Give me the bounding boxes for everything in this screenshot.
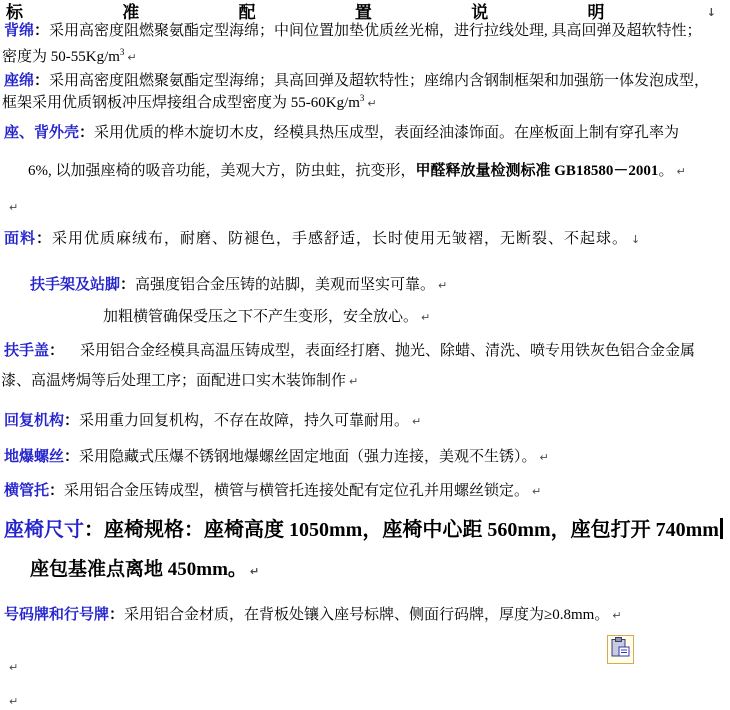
linebreak-mark: ↓ (631, 233, 642, 246)
pilcrow-mark: ↵ (612, 609, 622, 622)
body-text: 采用隐藏式压爆不锈钢地爆螺丝固定地面（强力连接，美观不生锈）。 (79, 449, 537, 465)
document-title (6, 3, 716, 22)
body-text: 采用重力回复机构，不存在故障，持久可靠耐用。 (79, 413, 410, 429)
section-seat-dimensions-line2 (30, 560, 259, 581)
body-text: 高强度铝合金压铸的站脚，美观而坚实可靠。 (135, 277, 436, 293)
section-shell-line2 (28, 162, 686, 181)
spec-label: 座椅规格： (104, 519, 204, 541)
section-label: 面料 (4, 231, 37, 247)
superscript: 3 (119, 47, 125, 57)
body-text: 采用优质的桦木旋切木皮，经模具热压成型，表面经油漆饰面。在座板面上制有穿孔率为 (94, 125, 680, 141)
section-anchor-bolt: 地爆螺丝：采用隐藏式压爆不锈钢地爆螺丝固定地面（强力连接，美观不生锈）。 ↵ (4, 449, 549, 465)
section-armrest-frame-line2 (103, 308, 430, 327)
section-label: 扶手盖 (4, 343, 50, 359)
body-text: 漆、高温烤焗等后处理工序；面配进口实木装饰制作 (1, 373, 347, 389)
title-char: 明 (587, 3, 605, 22)
section-label: 座、背外壳 (4, 125, 80, 141)
pilcrow-mark: ↵ (9, 201, 19, 214)
body-text: 采用优质麻绒布，耐磨、防褪色，手感舒适，长时使用无皱褶，无断裂、不起球。 (52, 231, 629, 247)
body-text: 采用高密度阻燃聚氨酯定型海绵；中间位置加垫优质丝光棉，进行拉线处理, 具高回弹及超软特性； (49, 23, 702, 39)
pilcrow-mark: ↵ (367, 97, 377, 110)
section-label: 座绵 (4, 73, 35, 89)
section-armrest-frame-line1: 扶手架及站脚：高强度铝合金压铸的站脚，美观而坚实可靠。 ↵ (30, 277, 448, 293)
section-label: 横管托 (4, 483, 50, 499)
text-cursor (720, 518, 723, 539)
body-text: 采用铝合金材质，在背板处镶入座号标牌、侧面行码牌，厚度为≥0.8mm。 (124, 607, 610, 623)
standard-reference: 甲醛释放量检测标准 GB18580－2001 (415, 163, 659, 179)
section-label: 地爆螺丝 (4, 449, 65, 465)
pilcrow-mark: ↵ (532, 485, 542, 498)
section-label: 背绵 (4, 23, 35, 39)
section-fabric: 面料：采用优质麻绒布，耐磨、防褪色，手感舒适，长时使用无皱褶，无断裂、不起球。 ↓ (4, 231, 642, 247)
superscript: 3 (359, 93, 365, 103)
section-seat-dimensions-line1: 座椅尺寸：座椅规格：座椅高度 1050mm，座椅中心距 560mm，座包打开 740mm (4, 518, 723, 540)
body-text: 采用铝合金压铸成型，横管与横管托连接处配有定位孔并用螺丝锁定。 (64, 483, 530, 499)
section-number-plates: 号码牌和行号牌：采用铝合金材质，在背板处镶入座号标牌、侧面行码牌，厚度为≥0.8mm。 ↵ (4, 607, 622, 623)
section-label: 扶手架及站脚 (30, 277, 121, 293)
title-char: 说 (471, 3, 489, 22)
body-text: 采用高密度阻燃聚氨酯定型海绵；具高回弹及超软特性；座绵内含钢制框架和加强筋一体发泡成型， (49, 73, 710, 89)
pilcrow-mark: ↵ (9, 695, 19, 708)
section-label: 回复机构 (4, 413, 65, 429)
pilcrow-mark: ↵ (438, 279, 448, 292)
section-armrest-cover-line2 (1, 372, 358, 391)
pilcrow-mark: ↵ (9, 661, 19, 674)
section-label: 座椅尺寸 (4, 519, 84, 541)
pilcrow-mark: ↵ (412, 415, 422, 428)
pilcrow-mark: ↵ (249, 565, 260, 578)
linebreak-mark: ↓ (706, 6, 716, 19)
title-char: 配 (238, 3, 256, 22)
empty-paragraph (6, 692, 18, 710)
body-text: 采用铝合金经模具高温压铸成型，表面经打磨、抛光、除蜡、清洗、喷专用铁灰色铝合金金属 (80, 343, 696, 359)
title-char: 准 (122, 3, 140, 22)
title-char: 置 (354, 3, 372, 22)
section-shell-line1: 座、背外壳：采用优质的桦木旋切木皮，经模具热压成型，表面经油漆饰面。在座板面上制有穿孔率为 (4, 125, 680, 141)
body-text: 密度为 50-55Kg/m (2, 49, 120, 65)
body-text: 。 (658, 163, 674, 179)
section-back-foam-line2 (2, 48, 137, 67)
paste-options-button[interactable] (607, 635, 634, 664)
dimensions-text: 座包基准点离地 450mm。 (30, 559, 247, 580)
dimensions-text: 座椅高度 1050mm，座椅中心距 560mm，座包打开 740mm (204, 519, 719, 541)
empty-paragraph (6, 658, 18, 677)
section-seat-foam-line2 (2, 94, 377, 113)
section-armrest-cover-line1: 扶手盖： 采用铝合金经模具高温压铸成型，表面经打磨、抛光、除蜡、清洗、喷专用铁灰色铝合金金属 (4, 343, 696, 359)
pilcrow-mark: ↵ (676, 165, 686, 178)
title-char: 标 (6, 3, 23, 22)
section-crossbar-bracket: 横管托：采用铝合金压铸成型，横管与横管托连接处配有定位孔并用螺丝锁定。 ↵ (4, 483, 542, 499)
empty-paragraph (6, 198, 18, 217)
pilcrow-mark: ↵ (421, 311, 431, 324)
section-seat-foam-line1: 座绵：采用高密度阻燃聚氨酯定型海绵；具高回弹及超软特性；座绵内含钢制框架和加强筋一体发泡成型， (4, 73, 710, 89)
pilcrow-mark: ↵ (539, 451, 549, 464)
section-back-foam-line1: 背绵：采用高密度阻燃聚氨酯定型海绵；中间位置加垫优质丝光棉，进行拉线处理, 具高回弹及超软特性； (4, 23, 702, 39)
section-label: 号码牌和行号牌 (4, 607, 110, 623)
section-return-mechanism: 回复机构：采用重力回复机构，不存在故障，持久可靠耐用。 ↵ (4, 413, 422, 429)
paste-options-clipboard-icon (611, 637, 630, 663)
body-text: 框架采用优质钢板冲压焊接组合成型密度为 55-60Kg/m (2, 95, 360, 111)
body-text: 加粗横管确保受压之下不产生变形，安全放心。 (103, 309, 419, 325)
pilcrow-mark: ↵ (127, 51, 137, 64)
pilcrow-mark: ↵ (349, 375, 359, 388)
body-text: 6%, 以加强座椅的吸音功能，美观大方，防虫蛀，抗变形， (28, 163, 416, 179)
